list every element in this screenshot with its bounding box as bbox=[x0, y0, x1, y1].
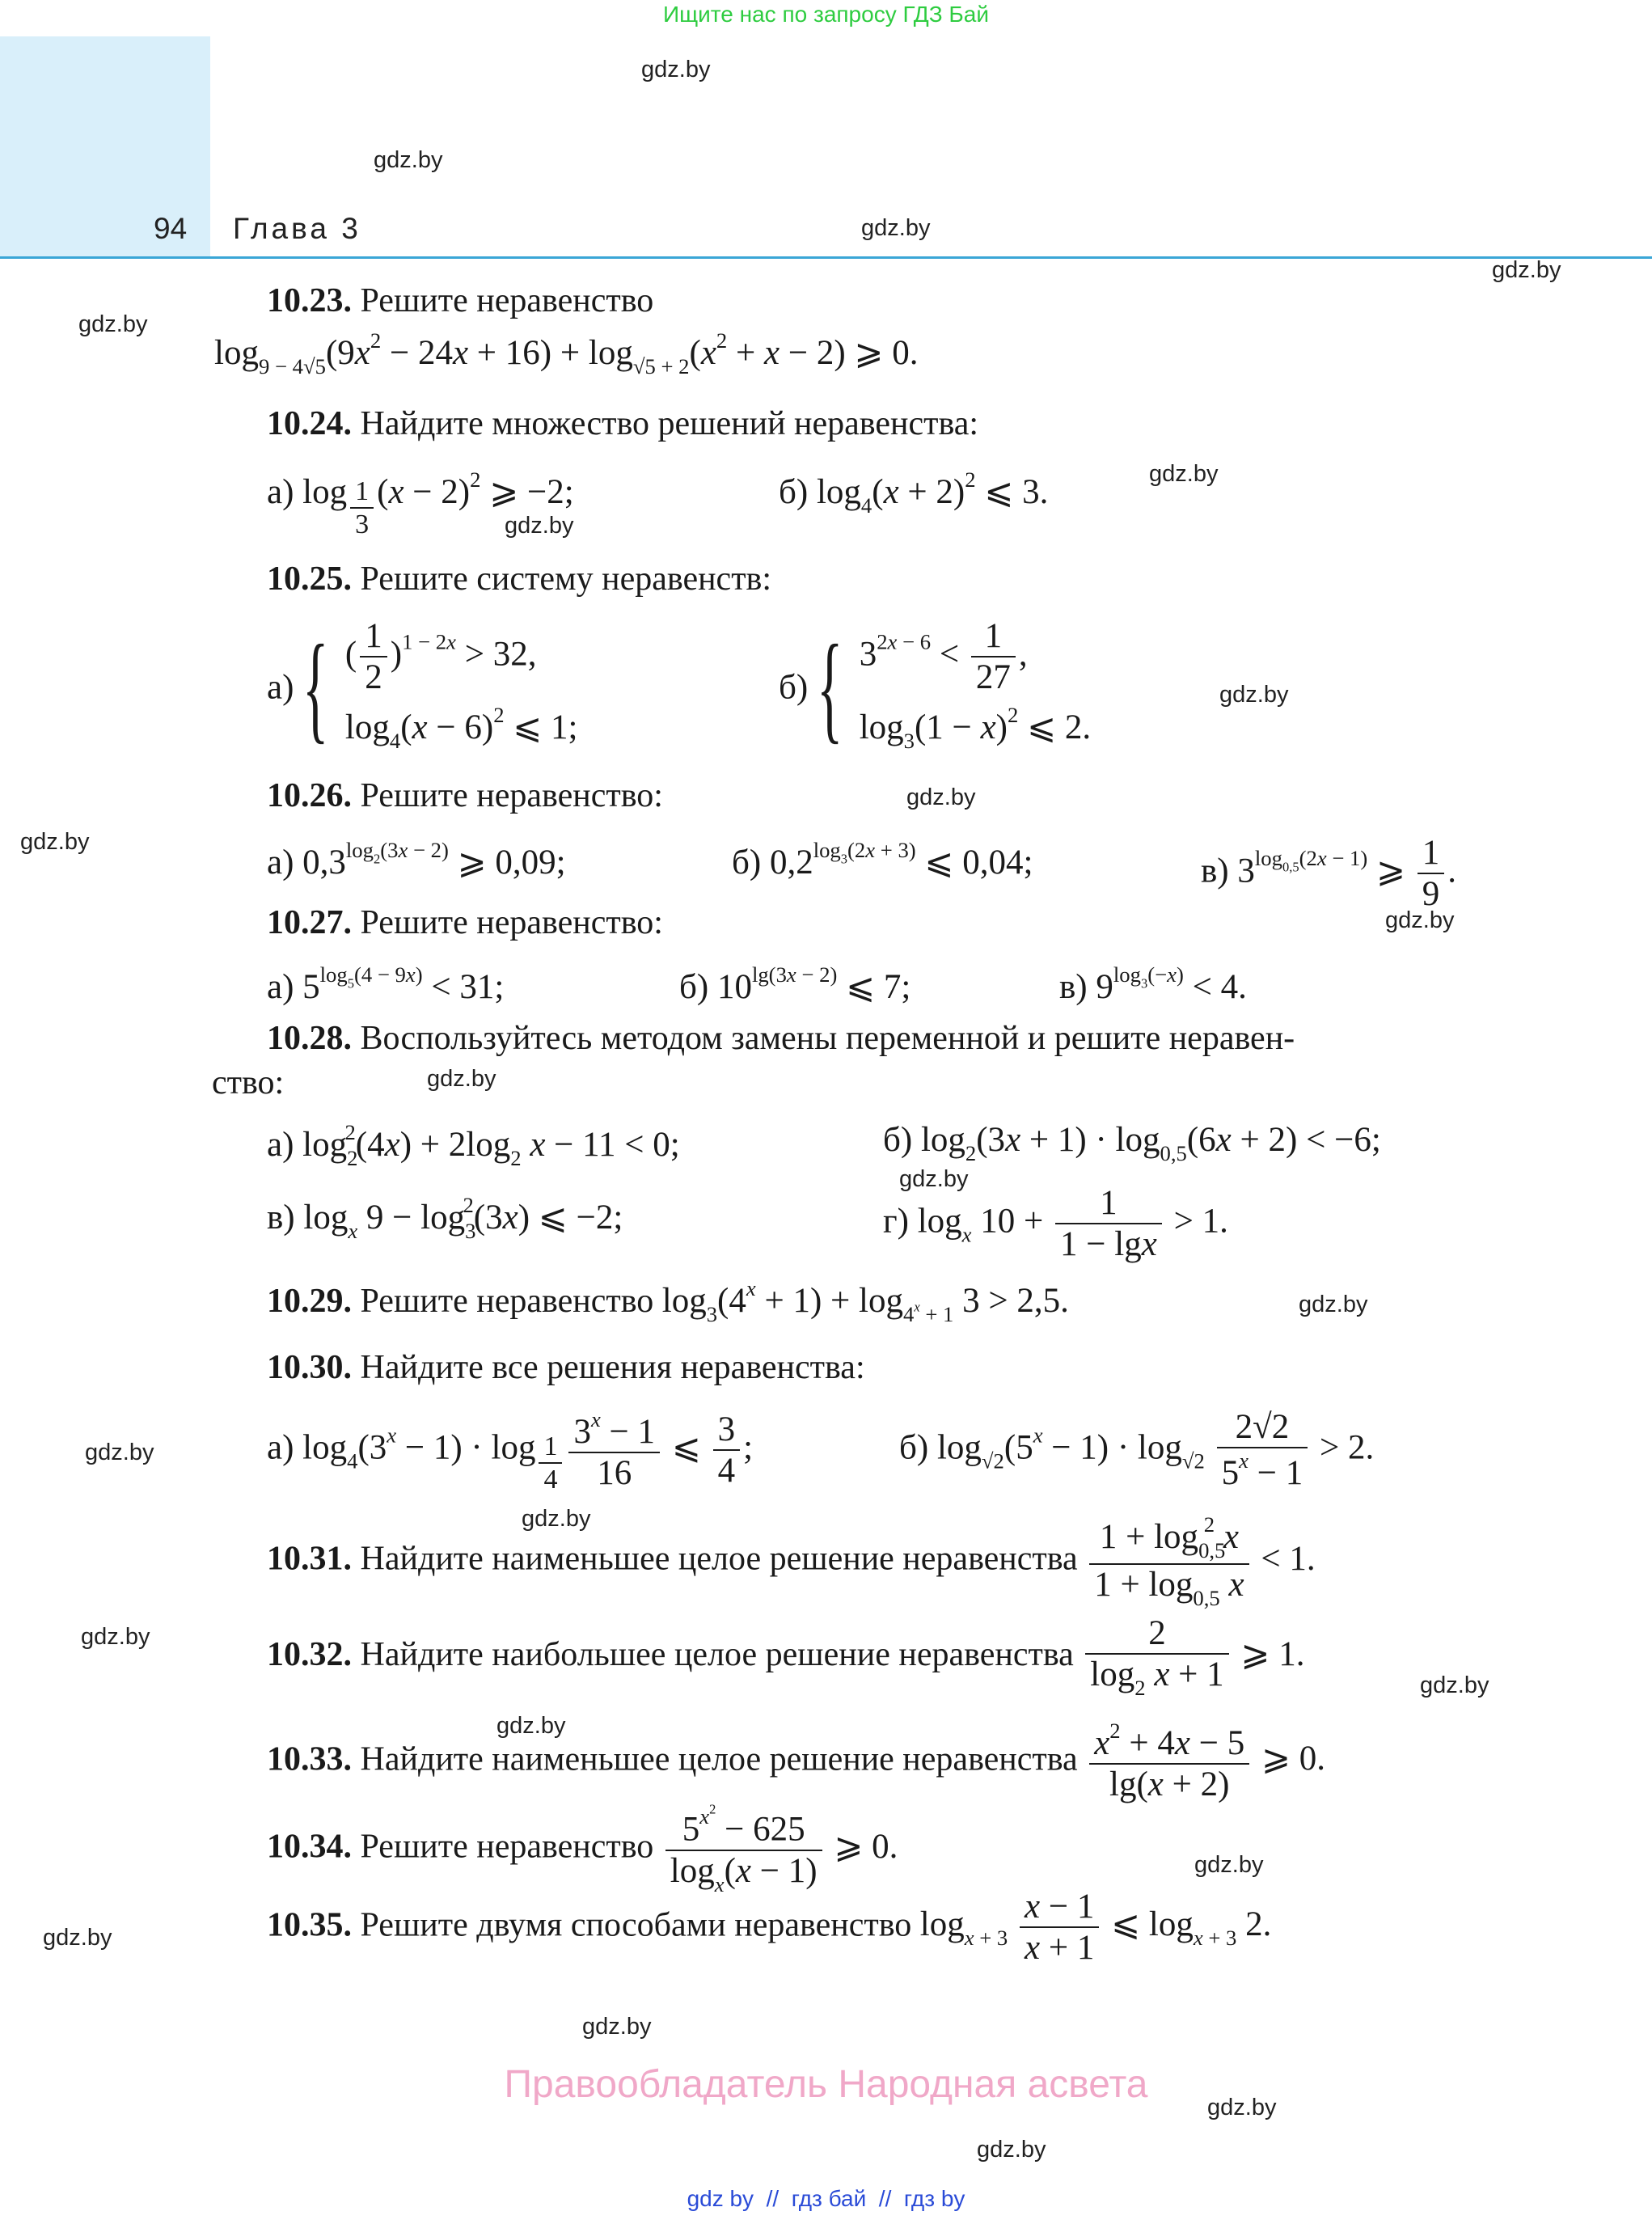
problem-10-28-cont: ство: bbox=[212, 1064, 285, 1101]
problem-10-27 bbox=[267, 903, 663, 942]
problem-number: 10.33. bbox=[267, 1740, 352, 1778]
formula-10-33: $\frac{x^2 + 4x - 5}{\lg(x + 2)}$ ⩾ 0. bbox=[1086, 1740, 1325, 1778]
problem-10-35 bbox=[267, 1887, 1271, 1968]
problem-text: Решите неравенство bbox=[360, 282, 654, 319]
watermark: gdz.by bbox=[78, 311, 148, 337]
problem-text: Решите неравенство bbox=[360, 1828, 654, 1866]
watermark: gdz.by bbox=[1492, 257, 1561, 283]
problem-number: 10.25. bbox=[267, 560, 352, 598]
formula-10-30b: б) $\log_{√2}(5^x - 1) \cdot \log_{√2}$ $\frac{2√2}{5^x - 1}$ > 2. bbox=[899, 1408, 1375, 1493]
problem-text: Найдите множество решений неравенства: bbox=[360, 405, 979, 442]
problem-10-28 bbox=[267, 1019, 1516, 1058]
item-label: г) bbox=[883, 1202, 909, 1241]
watermark: gdz.by bbox=[1149, 461, 1219, 487]
watermark: gdz.by bbox=[582, 2014, 652, 2040]
item-label: б) bbox=[679, 967, 709, 1006]
formula-10-26b: б) $0,2^{log_3(2x + 3)}$ ⩽ 0,04; bbox=[732, 838, 1033, 882]
problem-number: 10.32. bbox=[267, 1635, 352, 1673]
problem-text: Найдите наименьшее целое решение неравенства bbox=[360, 1740, 1078, 1778]
watermark: gdz.by bbox=[20, 829, 90, 855]
problem-text: Решите систему неравенств: bbox=[360, 560, 772, 598]
watermark: gdz.by bbox=[1420, 1672, 1489, 1698]
watermark: gdz.by bbox=[906, 784, 976, 810]
problem-text: Воспользуйтесь методом замены переменной и решите неравен- bbox=[360, 1020, 1295, 1057]
problem-text: Решите неравенство: bbox=[360, 777, 663, 814]
formula-10-24a: а) log $_{\frac{1}{3}}$ $(x - 2)^2$ ⩾ −2; bbox=[267, 467, 574, 539]
item-label: а) bbox=[267, 668, 294, 707]
footer-links[interactable]: gdz by // гдз бай // гдз by bbox=[687, 2186, 965, 2211]
item-label: а) bbox=[267, 472, 294, 511]
watermark: gdz.by bbox=[85, 1440, 154, 1465]
formula-10-26a: а) $0,3^{log_2(3x - 2)}$ ⩾ 0,09; bbox=[267, 838, 566, 882]
header-rule bbox=[0, 256, 1652, 259]
formula-10-24b: б) $\log_4(x + 2)^2$ ⩽ 3. bbox=[779, 467, 1049, 518]
problem-number: 10.29. bbox=[267, 1282, 352, 1320]
watermark: gdz.by bbox=[81, 1624, 150, 1650]
formula-10-26v: в) $3^{log_{0,5}(2x - 1)}$ ⩾ $\frac{1}{9}$ . bbox=[1201, 834, 1457, 914]
item-label: в) bbox=[1201, 852, 1229, 890]
formula-10-27a: а) $5^{log_5(4 - 9x)} < 31$; bbox=[267, 962, 505, 1006]
problem-number: 10.30. bbox=[267, 1349, 352, 1386]
watermark: gdz.by bbox=[427, 1066, 496, 1092]
formula-10-35: $\log_{x + 3}$ $\frac{x - 1}{x + 1}$ ⩽ $\log_{x + 3} 2$. bbox=[919, 1888, 1272, 1968]
formula-10-28v: в) $\log_x 9 - \log_3^2(3x)$ ⩽ −2; bbox=[267, 1193, 623, 1243]
problem-number: 10.34. bbox=[267, 1828, 352, 1866]
watermark: gdz.by bbox=[899, 1166, 969, 1192]
formula-10-31: $\frac{1 + \log_{0,5}^2 x}{1 + \log_{0,5} x}$ < 1. bbox=[1086, 1540, 1315, 1578]
item-label: а) bbox=[267, 967, 294, 1006]
item-label: а) bbox=[267, 1125, 294, 1164]
problem-text: Найдите наименьшее целое решение неравенства bbox=[360, 1540, 1078, 1578]
formula-10-32: $\frac{2}{\log_2 x + 1}$ ⩾ 1. bbox=[1082, 1635, 1304, 1673]
problem-10-25 bbox=[267, 560, 771, 598]
item-label: б) bbox=[732, 843, 762, 882]
formula-10-23: $\log_{9 - 4√5}(9x^2 - 24x + 16) + \log_{√5 + 2}(x^2 + x - 2)$ ⩾ 0. bbox=[214, 328, 919, 378]
rights-holder: Правообладатель Народная асвета bbox=[504, 2063, 1148, 2106]
item-label: б) bbox=[883, 1121, 913, 1159]
problem-text: Решите неравенство: bbox=[360, 904, 663, 941]
formula-10-25b: б) { $3^{2x - 6}$ < $\frac{1}{27}$ , $\log_3(1 - x)^2$ ⩽ 2. bbox=[779, 617, 1092, 755]
formula-10-28a: а) $\log_2^2(4x) + 2\log_2$ x − 11 < 0; bbox=[267, 1120, 680, 1170]
problem-10-30 bbox=[267, 1348, 865, 1387]
problem-10-29 bbox=[267, 1276, 1069, 1327]
problem-text: Решите неравенство bbox=[360, 1282, 654, 1320]
problem-10-32 bbox=[267, 1613, 1304, 1701]
watermark: gdz.by bbox=[1194, 1852, 1264, 1878]
problem-10-33 bbox=[267, 1719, 1325, 1805]
formula-10-34: $\frac{5^{x^2} - 625}{\log_x(x - 1)}$ ⩾ 0. bbox=[662, 1828, 898, 1866]
watermark: gdz.by bbox=[1299, 1292, 1368, 1317]
formula-10-27b: б) $10^{lg(3x - 2)}$ ⩽ 7; bbox=[679, 962, 911, 1006]
watermark: gdz.by bbox=[641, 57, 711, 82]
problem-number: 10.26. bbox=[267, 777, 352, 814]
formula-10-25a: а) { ( $\frac{1}{2}$ )$^{1 - 2x}$ > 32, $\log_4(x - 6)^2$ ⩽ 1; bbox=[267, 617, 578, 755]
formula-10-28b: б) $\log_2(3x + 1) \cdot \log_{0,5}(6x + 2) < -6$; bbox=[883, 1121, 1381, 1165]
item-label: б) bbox=[899, 1428, 929, 1467]
item-label: б) bbox=[779, 668, 809, 707]
formula-10-30a: а) $\log_4(3^x - 1) \cdot \log$ $_{\frac{1}{4}}$ $\frac{3^x - 1}{16}$ ⩽ $\frac{3}{4}$ ; bbox=[267, 1407, 754, 1495]
formula-10-27v: в) $9^{log_3(-x)} < 4$. bbox=[1059, 962, 1247, 1006]
page-number: 94 bbox=[154, 212, 188, 245]
problem-10-23 bbox=[267, 281, 653, 320]
item-label: а) bbox=[267, 843, 294, 882]
problem-number: 10.27. bbox=[267, 904, 352, 941]
formula-10-28g: г) $\log_x 10$ + $\frac{1}{1 - \lg x}$ > 1. bbox=[883, 1184, 1228, 1264]
problem-number: 10.28. bbox=[267, 1020, 352, 1057]
watermark: gdz.by bbox=[1385, 907, 1455, 933]
problem-number: 10.31. bbox=[267, 1540, 352, 1578]
watermark: gdz.by bbox=[861, 215, 931, 241]
watermark: gdz.by bbox=[43, 1925, 112, 1951]
watermark: gdz.by bbox=[1219, 682, 1289, 708]
problem-number: 10.24. bbox=[267, 405, 352, 442]
problem-10-26 bbox=[267, 776, 663, 815]
watermark: gdz.by bbox=[977, 2137, 1046, 2163]
chapter-title: Глава 3 bbox=[233, 212, 361, 245]
problem-number: 10.35. bbox=[267, 1906, 352, 1944]
formula-10-29: $\log_3(4^x + 1) + \log_{4^x + 1} 3 > 2,5$. bbox=[661, 1276, 1069, 1326]
item-label: в) bbox=[267, 1198, 295, 1237]
watermark: gdz.by bbox=[496, 1713, 566, 1739]
watermark: gdz.by bbox=[374, 147, 443, 173]
problem-text: Найдите наибольшее целое решение неравенства bbox=[360, 1635, 1074, 1673]
problem-10-34 bbox=[267, 1802, 898, 1896]
problem-10-24 bbox=[267, 404, 978, 443]
problem-text: Найдите все решения неравенства: bbox=[360, 1349, 865, 1386]
item-label: б) bbox=[779, 472, 809, 511]
item-label: а) bbox=[267, 1428, 294, 1467]
watermark: gdz.by bbox=[505, 513, 574, 539]
problem-number: 10.23. bbox=[267, 282, 352, 319]
problem-text: Решите двумя способами неравенство bbox=[360, 1906, 912, 1944]
watermark: gdz.by bbox=[522, 1506, 591, 1532]
problem-10-31 bbox=[267, 1512, 1316, 1610]
item-label: в) bbox=[1059, 967, 1088, 1006]
top-banner[interactable]: Ищите нас по запросу ГДЗ Бай bbox=[662, 2, 990, 27]
watermark: gdz.by bbox=[1207, 2095, 1277, 2120]
